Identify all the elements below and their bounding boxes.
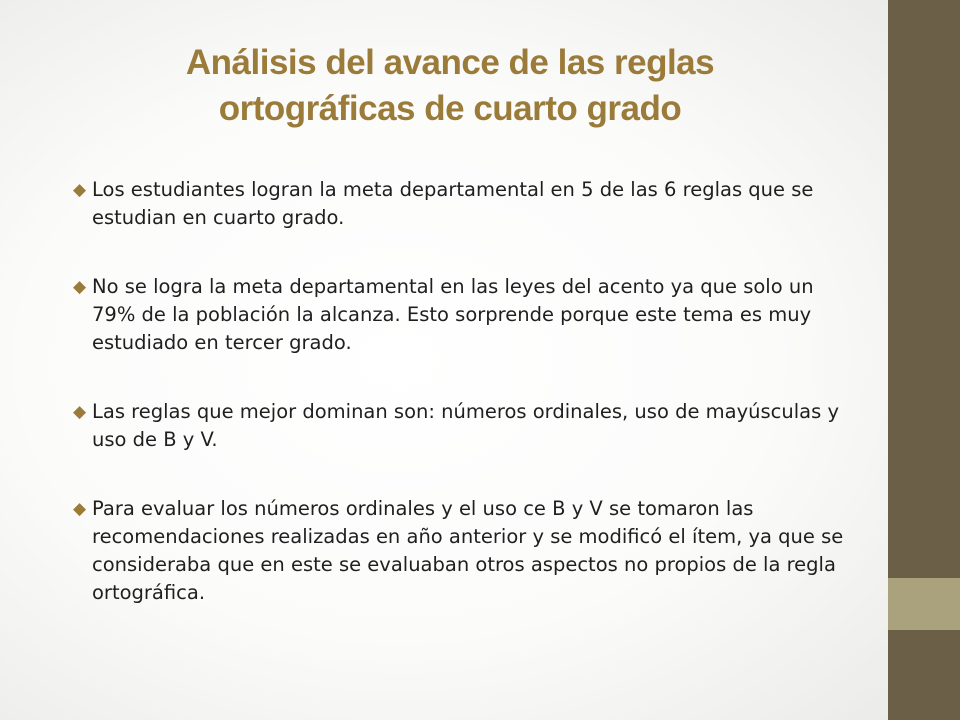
bullet-text: Las reglas que mejor dominan son: números ordinales, uso de mayúsculas y uso de B y V. — [92, 400, 839, 451]
diamond-bullet-icon: ◆ — [73, 180, 87, 200]
diamond-bullet-icon: ◆ — [73, 402, 87, 422]
bullet-item — [72, 495, 862, 607]
side-decorative-band — [888, 0, 960, 578]
slide-title-line-2: ortográficas de cuarto grado — [218, 89, 682, 128]
bullet-text: No se logra la meta departamental en las leyes del acento ya que solo un 79% de la población la alcanza. Esto sorprende porque este tema es muy estudiado en tercer grado. — [92, 275, 814, 354]
bullet-item — [72, 176, 862, 232]
bullet-item — [72, 398, 862, 454]
side-accent-band — [888, 578, 960, 630]
diamond-bullet-icon: ◆ — [73, 277, 87, 297]
slide-title — [40, 40, 860, 132]
bullet-text: Para evaluar los números ordinales y el uso ce B y V se tomaron las recomendaciones realizadas en año anterior y se modificó el ítem, ya que se consideraba que en este se evaluaban otros aspectos no propios de la regla ortográfica. — [92, 497, 844, 604]
side-bottom-band — [888, 630, 960, 720]
bullet-item — [72, 273, 862, 357]
diamond-bullet-icon: ◆ — [73, 499, 87, 519]
slide-title-line-1: Análisis del avance de las reglas — [185, 43, 715, 82]
bullet-list — [72, 176, 862, 648]
bullet-text: Los estudiantes logran la meta departamental en 5 de las 6 reglas que se estudian en cuarto grado. — [92, 178, 814, 229]
